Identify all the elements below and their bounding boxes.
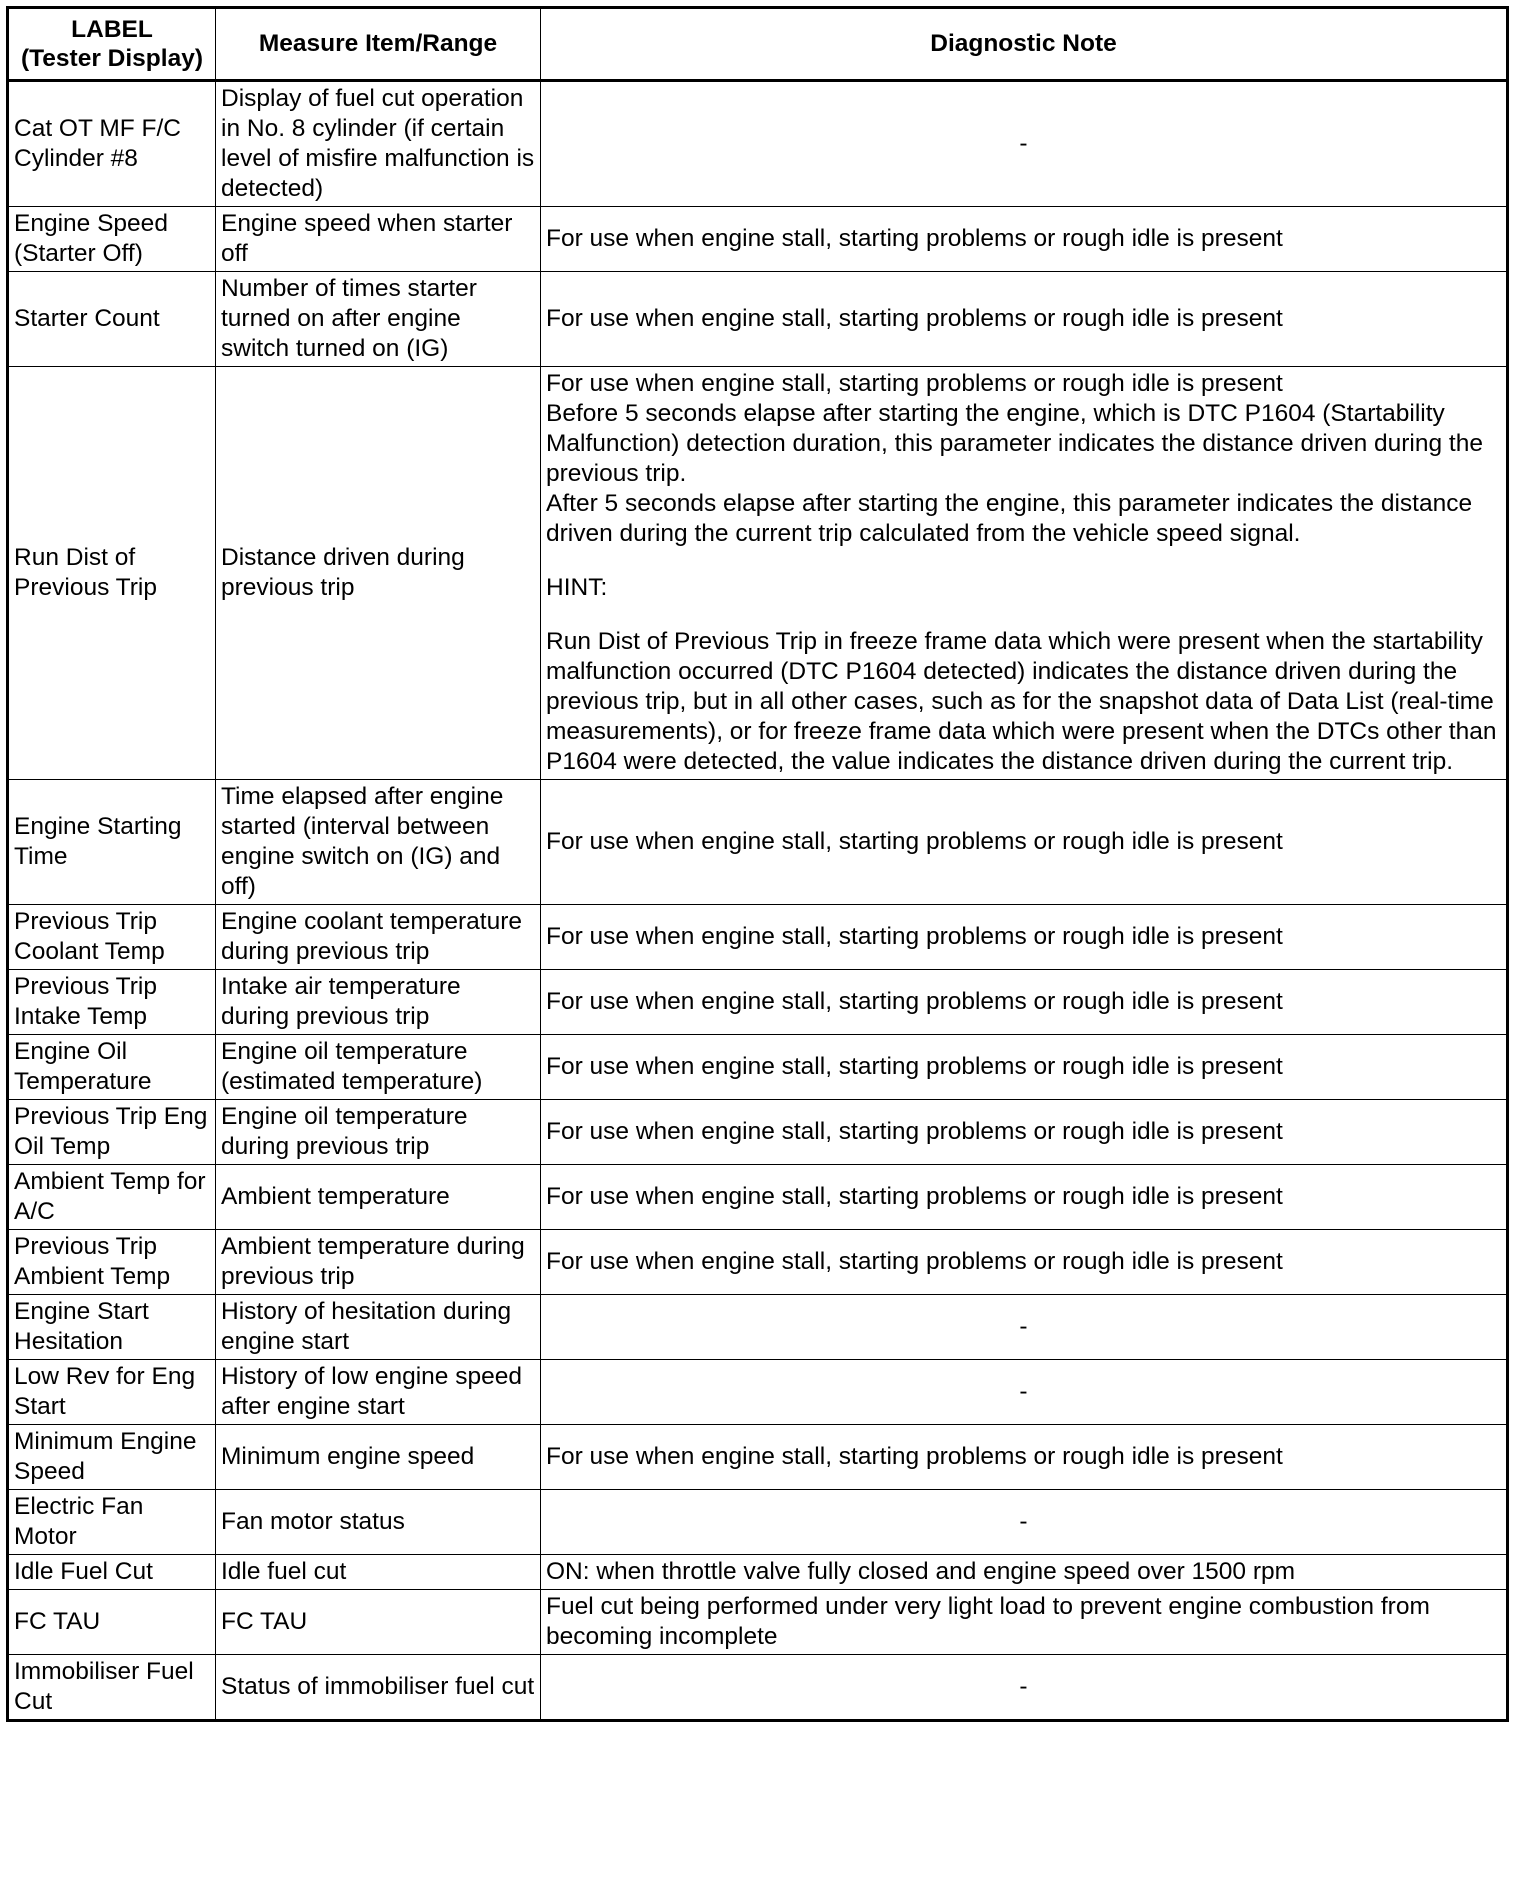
- row-note: -: [541, 81, 1508, 207]
- table-row: [8, 1490, 1508, 1555]
- row-measure: Minimum engine speed: [216, 1425, 541, 1490]
- row-note: -: [541, 1490, 1508, 1555]
- row-measure: Display of fuel cut operation in No. 8 cylinder (if certain level of misfire malfunction is detected): [216, 81, 541, 207]
- row-label: Ambient Temp for A/C: [8, 1165, 216, 1230]
- row-label: Starter Count: [8, 272, 216, 367]
- table-row: [8, 1295, 1508, 1360]
- row-measure: History of hesitation during engine start: [216, 1295, 541, 1360]
- row-label: Previous Trip Eng Oil Temp: [8, 1100, 216, 1165]
- row-measure: Engine oil temperature (estimated temperature): [216, 1035, 541, 1100]
- table-row: [8, 367, 1508, 780]
- row-measure: Number of times starter turned on after engine switch turned on (IG): [216, 272, 541, 367]
- row-label: Electric Fan Motor: [8, 1490, 216, 1555]
- row-measure: Ambient temperature: [216, 1165, 541, 1230]
- note-line: For use when engine stall, starting problems or rough idle is present: [546, 370, 1283, 397]
- row-measure: Engine oil temperature during previous trip: [216, 1100, 541, 1165]
- row-label: Previous Trip Intake Temp: [8, 970, 216, 1035]
- row-note: For use when engine stall, starting problems or rough idle is present: [541, 272, 1508, 367]
- row-measure: Status of immobiliser fuel cut: [216, 1655, 541, 1721]
- table-row: [8, 905, 1508, 970]
- table-row: [8, 1360, 1508, 1425]
- table-row: [8, 1035, 1508, 1100]
- table-row: [8, 970, 1508, 1035]
- header-row: [8, 8, 1508, 81]
- row-note: [541, 367, 1508, 780]
- row-label: Low Rev for Eng Start: [8, 1360, 216, 1425]
- table-row: [8, 207, 1508, 272]
- row-label: Previous Trip Ambient Temp: [8, 1230, 216, 1295]
- table-row: [8, 81, 1508, 207]
- row-note: For use when engine stall, starting problems or rough idle is present: [541, 970, 1508, 1035]
- row-measure: Ambient temperature during previous trip: [216, 1230, 541, 1295]
- row-measure: History of low engine speed after engine start: [216, 1360, 541, 1425]
- row-label: Immobiliser Fuel Cut: [8, 1655, 216, 1721]
- row-label: Engine Speed (Starter Off): [8, 207, 216, 272]
- table-row: [8, 1165, 1508, 1230]
- table-row: [8, 1100, 1508, 1165]
- table-row: [8, 780, 1508, 905]
- row-measure: Idle fuel cut: [216, 1555, 541, 1590]
- row-note: For use when engine stall, starting problems or rough idle is present: [541, 1165, 1508, 1230]
- row-measure: Fan motor status: [216, 1490, 541, 1555]
- row-note: For use when engine stall, starting problems or rough idle is present: [541, 1425, 1508, 1490]
- row-label: FC TAU: [8, 1590, 216, 1655]
- table-row: [8, 1230, 1508, 1295]
- header-measure: Measure Item/Range: [216, 8, 541, 81]
- table-header: [8, 8, 1508, 81]
- row-label: Idle Fuel Cut: [8, 1555, 216, 1590]
- row-measure: Engine speed when starter off: [216, 207, 541, 272]
- row-label: Run Dist of Previous Trip: [8, 367, 216, 780]
- row-note: For use when engine stall, starting problems or rough idle is present: [541, 780, 1508, 905]
- row-measure: Engine coolant temperature during previous trip: [216, 905, 541, 970]
- row-note: For use when engine stall, starting problems or rough idle is present: [541, 905, 1508, 970]
- table-row: [8, 1555, 1508, 1590]
- row-note: Fuel cut being performed under very light load to prevent engine combustion from becoming incomplete: [541, 1590, 1508, 1655]
- table-row: [8, 1590, 1508, 1655]
- row-note: For use when engine stall, starting problems or rough idle is present: [541, 1230, 1508, 1295]
- row-note: -: [541, 1655, 1508, 1721]
- spacer: [546, 603, 1501, 627]
- row-measure: Distance driven during previous trip: [216, 367, 541, 780]
- diagnostic-data-table: [6, 6, 1509, 1722]
- hint-label: HINT:: [546, 574, 608, 601]
- row-measure: Intake air temperature during previous trip: [216, 970, 541, 1035]
- table-row: [8, 1655, 1508, 1721]
- row-note: -: [541, 1360, 1508, 1425]
- row-note: For use when engine stall, starting problems or rough idle is present: [541, 207, 1508, 272]
- table-row: [8, 1425, 1508, 1490]
- row-label: Engine Oil Temperature: [8, 1035, 216, 1100]
- row-label: Engine Starting Time: [8, 780, 216, 905]
- table-body: [8, 81, 1508, 1721]
- row-measure: Time elapsed after engine started (interval between engine switch on (IG) and off): [216, 780, 541, 905]
- row-label: Minimum Engine Speed: [8, 1425, 216, 1490]
- row-note: For use when engine stall, starting problems or rough idle is present: [541, 1035, 1508, 1100]
- row-label: Previous Trip Coolant Temp: [8, 905, 216, 970]
- row-note: For use when engine stall, starting problems or rough idle is present: [541, 1100, 1508, 1165]
- header-label-line2: (Tester Display): [21, 45, 203, 72]
- row-note: -: [541, 1295, 1508, 1360]
- header-label: [8, 8, 216, 81]
- table-row: [8, 272, 1508, 367]
- spacer: [546, 549, 1501, 573]
- note-line: After 5 seconds elapse after starting the engine, this parameter indicates the distance driven during the current trip calculated from the vehicle speed signal.: [546, 490, 1473, 547]
- header-label-line1: LABEL: [71, 16, 153, 43]
- hint-text: Run Dist of Previous Trip in freeze frame data which were present when the startability malfunction occurred (DTC P1604 detected) indicates the distance driven during the previous trip, but in all other cases, such as for the snapshot data of Data List (real-time measurements), or for freeze frame data which were present when the DTCs other than P1604 were detected, the value indicates the distance driven during the current trip.: [546, 628, 1497, 775]
- row-label: Engine Start Hesitation: [8, 1295, 216, 1360]
- row-measure: FC TAU: [216, 1590, 541, 1655]
- row-label: Cat OT MF F/C Cylinder #8: [8, 81, 216, 207]
- note-line: Before 5 seconds elapse after starting the engine, which is DTC P1604 (Startability Malfunction) detection duration, this parameter indicates the distance driven during the previous trip.: [546, 400, 1483, 487]
- header-note: Diagnostic Note: [541, 8, 1508, 81]
- row-note: ON: when throttle valve fully closed and engine speed over 1500 rpm: [541, 1555, 1508, 1590]
